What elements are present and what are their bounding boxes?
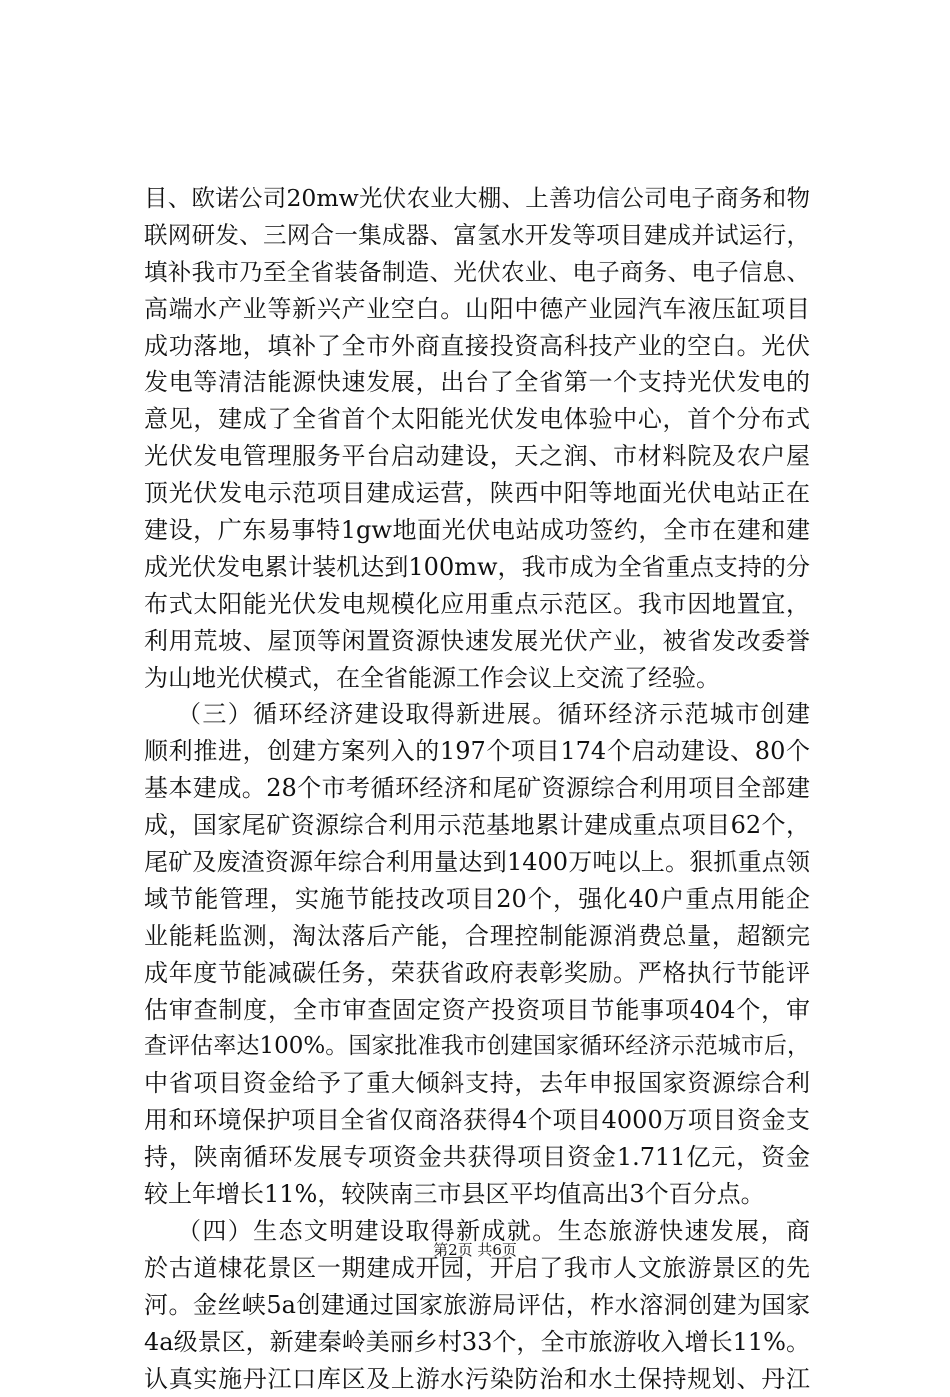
text-line: 成年度节能减碳任务，荣获省政府表彰奖励。严格执行节能评: [144, 955, 810, 992]
page-footer: 第2页 共6页: [0, 1240, 950, 1260]
text-line: 联网研发、三网合一集成器、富氢水开发等项目建成并试运行，: [144, 217, 810, 254]
text-line: 用和环境保护项目全省仅商洛获得4个项目4000万项目资金支: [144, 1102, 810, 1139]
text-line: 尾矿及废渣资源年综合利用量达到1400万吨以上。狠抓重点领: [144, 844, 810, 881]
text-line: 高端水产业等新兴产业空白。山阳中德产业园汽车液压缸项目: [144, 291, 810, 328]
text-line: （三）循环经济建设取得新进展。循环经济示范城市创建: [144, 696, 810, 733]
text-line: （四）生态文明建设取得新成就。生态旅游快速发展，商: [144, 1213, 810, 1250]
text-line: 域节能管理，实施节能技改项目20个，强化40户重点用能企: [144, 881, 810, 918]
document-body: [144, 180, 810, 1397]
text-line: 顺利推进，创建方案列入的197个项目174个启动建设、80个: [144, 733, 810, 770]
text-line: 基本建成。28个市考循环经济和尾矿资源综合利用项目全部建: [144, 770, 810, 807]
text-line: 光伏发电管理服务平台启动建设，天之润、市材料院及农户屋: [144, 438, 810, 475]
text-line: 成，国家尾矿资源综合利用示范基地累计建成重点项目62个，: [144, 807, 810, 844]
text-line: 河。金丝峡5a创建通过国家旅游局评估，柞水溶洞创建为国家: [144, 1287, 810, 1324]
text-line: 认真实施丹江口库区及上游水污染防治和水土保持规划、丹江: [144, 1361, 810, 1397]
text-line: 填补我市乃至全省装备制造、光伏农业、电子商务、电子信息、: [144, 254, 810, 291]
text-line: 查评估率达100%。国家批准我市创建国家循环经济示范城市后，: [144, 1028, 810, 1065]
text-line: 目、欧诺公司20mw光伏农业大棚、上善功信公司电子商务和物: [144, 180, 810, 217]
text-line: 建设，广东易事特1gw地面光伏电站成功签约，全市在建和建: [144, 512, 810, 549]
text-line: 成光伏发电累计装机达到100mw，我市成为全省重点支持的分: [144, 549, 810, 586]
text-line: 较上年增长11%，较陕南三市县区平均值高出3个百分点。: [144, 1176, 810, 1213]
text-line: 成功落地，填补了全市外商直接投资高科技产业的空白。光伏: [144, 328, 810, 365]
text-line: 估审查制度，全市审查固定资产投资项目节能事项404个，审: [144, 992, 810, 1029]
text-line: 布式太阳能光伏发电规模化应用重点示范区。我市因地置宜，: [144, 586, 810, 623]
text-line: 顶光伏发电示范项目建成运营，陕西中阳等地面光伏电站正在: [144, 475, 810, 512]
text-line: 意见，建成了全省首个太阳能光伏发电体验中心，首个分布式: [144, 401, 810, 438]
text-line: 4a级景区，新建秦岭美丽乡村33个，全市旅游收入增长11%。: [144, 1324, 810, 1361]
text-line: 为山地光伏模式，在全省能源工作会议上交流了经验。: [144, 660, 810, 697]
text-line: 业能耗监测，淘汰落后产能，合理控制能源消费总量，超额完: [144, 918, 810, 955]
text-line: 利用荒坡、屋顶等闲置资源快速发展光伏产业，被省发改委誉: [144, 623, 810, 660]
text-line: 发电等清洁能源快速发展，出台了全省第一个支持光伏发电的: [144, 364, 810, 401]
text-line: 於古道棣花景区一期建成开园，开启了我市人文旅游景区的先: [144, 1250, 810, 1287]
text-line: 中省项目资金给予了重大倾斜支持，去年申报国家资源综合利: [144, 1065, 810, 1102]
text-line: 持，陕南循环发展专项资金共获得项目资金1.711亿元，资金: [144, 1139, 810, 1176]
